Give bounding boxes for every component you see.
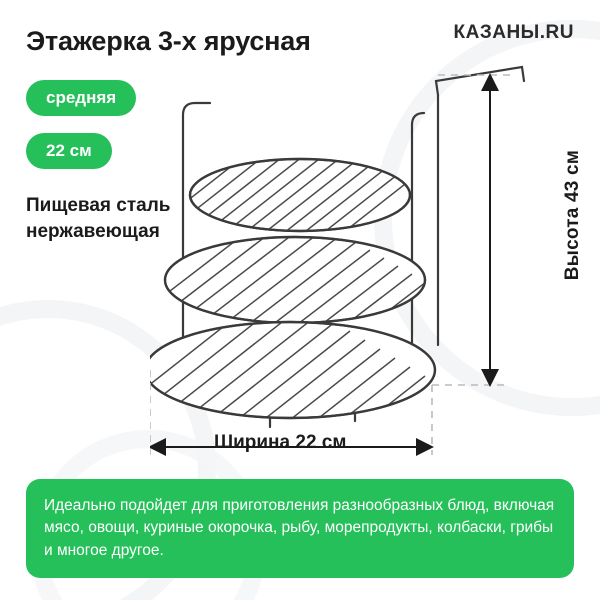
badge-size-value: 22 см xyxy=(26,133,112,169)
width-dimension-label: Ширина 22 см xyxy=(214,432,347,453)
page-title: Этажерка 3-х ярусная xyxy=(26,26,311,56)
material-line-1: Пищевая сталь xyxy=(26,195,171,216)
product-illustration xyxy=(150,55,570,475)
brand-logo: КАЗАНЫ.RU xyxy=(453,22,574,43)
height-dimension-label: Высота 43 см xyxy=(562,150,583,281)
badge-size-name: средняя xyxy=(26,80,136,116)
material-line-2: нержавеющая xyxy=(26,220,160,242)
description-banner: Идеально подойдет для приготовления разнообразных блюд, включая мясо, овощи, куриные окорочка, рыбу, морепродукты, колбаски, грибы и многое другое. xyxy=(26,479,574,578)
material-text xyxy=(26,193,171,244)
